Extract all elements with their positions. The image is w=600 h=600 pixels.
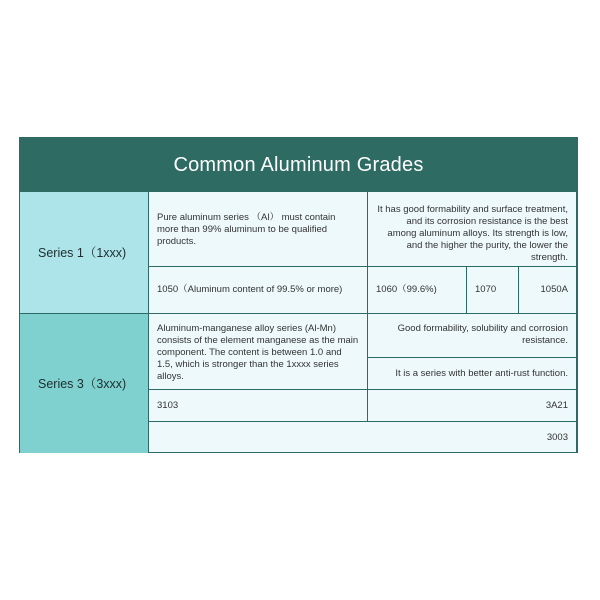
series-3-properties-2: It is a series with better anti-rust function. xyxy=(368,358,577,390)
series-3-grade-3003: 3003 xyxy=(149,422,577,453)
series-3-label: Series 3（3xxx) xyxy=(20,314,149,453)
series-1-grade-1050: 1050（Aluminum content of 99.5% or more) xyxy=(149,267,368,314)
series-3-grade-3103: 3103 xyxy=(149,390,368,422)
series-1-grade-1050a: 1050A xyxy=(519,267,577,314)
series-1-grade-1070: 1070 xyxy=(467,267,519,314)
series-1-description: Pure aluminum series （Al） must contain more than 99% aluminum to be qualified products. xyxy=(149,192,368,267)
series-3-grade-3a21: 3A21 xyxy=(368,390,577,422)
series-1-properties: It has good formability and surface treatment, and its corrosion resistance is the best among aluminum alloys. Its strength is low, and the higher the purity, the lower the strength. xyxy=(368,192,577,267)
series-1-grade-1060: 1060（99.6%) xyxy=(368,267,467,314)
series-3-description: Aluminum-manganese alloy series (Al-Mn) consists of the element manganese as the main component. The content is between 1.0 and 1.5, which is stronger than the 1xxxx series alloys. xyxy=(149,314,368,390)
table-title: Common Aluminum Grades xyxy=(20,138,577,192)
series-3-properties-1: Good formability, solubility and corrosion resistance. xyxy=(368,314,577,358)
series-1-label: Series 1（1xxx) xyxy=(20,192,149,314)
aluminum-grades-table xyxy=(19,137,578,453)
